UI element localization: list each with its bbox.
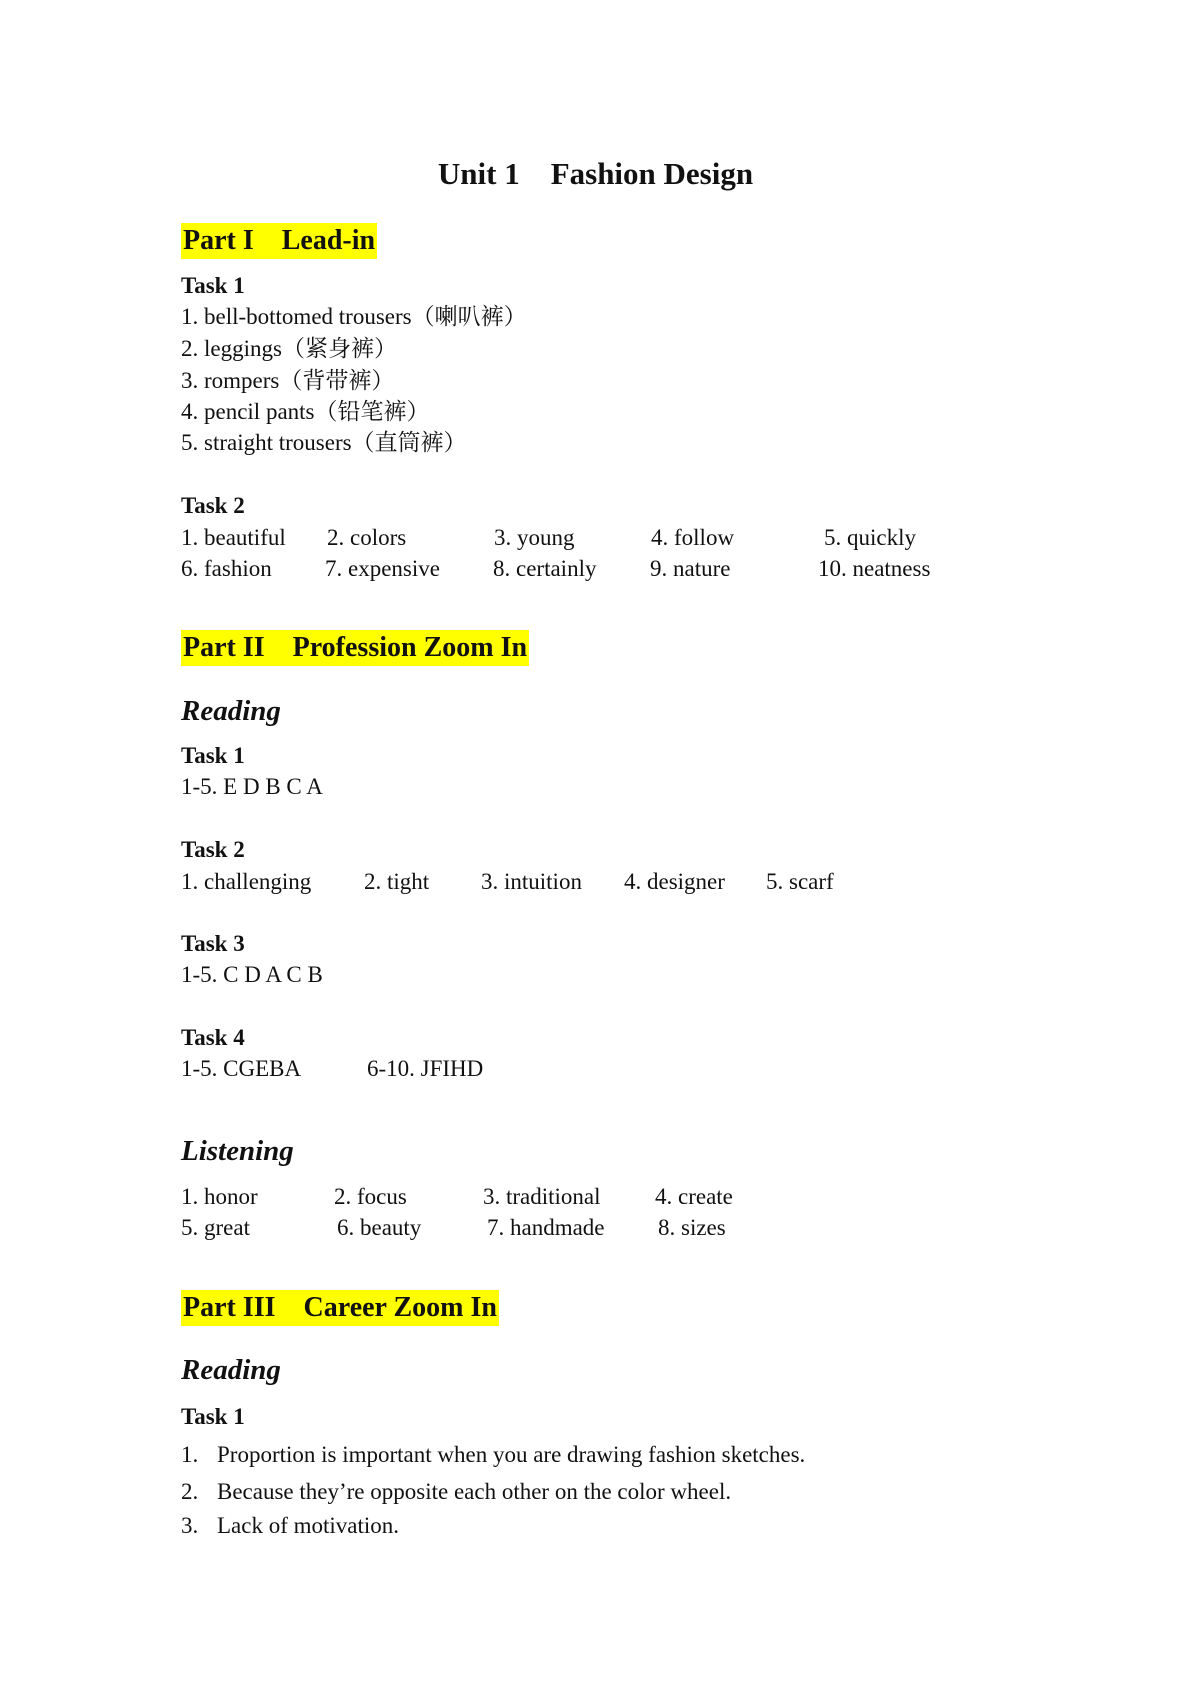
- part2-reading-task1-label: Task 1: [181, 743, 245, 768]
- part2-listening-cell: 4. create: [655, 1184, 733, 1209]
- part2-reading-task2-cell: 4. designer: [624, 869, 725, 894]
- part1-task2-cell: 1. beautiful: [181, 525, 286, 550]
- part2-reading-task2-cell: 1. challenging: [181, 869, 312, 894]
- part2-reading-task4-answer: 6-10. JFIHD: [367, 1056, 484, 1081]
- part1-task2-cell: 2. colors: [327, 525, 407, 550]
- part2-listening-heading: Listening: [181, 1135, 294, 1167]
- part1-task2-cell: 4. follow: [651, 525, 735, 550]
- part2-listening-cell: 5. great: [181, 1215, 250, 1240]
- part3-reading-heading: Reading: [181, 1354, 281, 1386]
- part2-reading-task2-cell: 5. scarf: [766, 869, 834, 894]
- part2-listening-cell: 6. beauty: [337, 1215, 422, 1240]
- part2-listening-cell: 3. traditional: [483, 1184, 601, 1209]
- part2-reading-task3-label: Task 3: [181, 931, 245, 956]
- part1-task1-label: Task 1: [181, 273, 245, 298]
- part1-task2-cell: 5. quickly: [824, 525, 916, 550]
- part2-reading-task4-answer: 1-5. CGEBA: [181, 1056, 302, 1081]
- part2-listening-cell: 8. sizes: [658, 1215, 726, 1240]
- part2-listening-cell: 7. handmade: [487, 1215, 605, 1240]
- part3-task1-item-text: Proportion is important when you are drawing fashion sketches.: [217, 1442, 806, 1467]
- part1-task2-cell: 3. young: [494, 525, 575, 550]
- part2-reading-task1-answer: 1-5. E D B C A: [181, 774, 323, 799]
- part1-task1-item: 4. pencil pants（铅笔裤）: [181, 399, 430, 424]
- part2-reading-task2-cell: 2. tight: [364, 869, 430, 894]
- part3-task1-item-number: 1.: [181, 1442, 199, 1467]
- part2-listening-cell: 1. honor: [181, 1184, 258, 1209]
- part3-heading: Part III Career Zoom In: [181, 1290, 499, 1326]
- part1-task1-item: 1. bell-bottomed trousers（喇叭裤）: [181, 304, 527, 329]
- part2-reading-task2-label: Task 2: [181, 837, 245, 862]
- part2-reading-heading: Reading: [181, 695, 281, 727]
- part1-task2-cell: 7. expensive: [325, 556, 440, 581]
- part3-task1-item-text: Lack of motivation.: [217, 1513, 400, 1538]
- part1-task2-cell: 8. certainly: [493, 556, 597, 581]
- part3-task1-item-text: Because they’re opposite each other on the color wheel.: [217, 1479, 732, 1504]
- part1-heading: Part I Lead-in: [181, 223, 377, 259]
- page-title: Unit 1 Fashion Design: [437, 156, 754, 191]
- part2-reading-task2-cell: 3. intuition: [481, 869, 582, 894]
- part1-task1-item: 2. leggings（紧身裤）: [181, 336, 397, 361]
- part3-reading-task1-label: Task 1: [181, 1404, 245, 1429]
- part2-heading: Part II Profession Zoom In: [181, 630, 529, 666]
- part2-reading-task4-label: Task 4: [181, 1025, 245, 1050]
- part1-task2-cell: 6. fashion: [181, 556, 272, 581]
- part3-task1-item-number: 2.: [181, 1479, 199, 1504]
- part1-task1-item: 3. rompers（背带裤）: [181, 368, 395, 393]
- part1-task2-label: Task 2: [181, 493, 245, 518]
- part2-listening-cell: 2. focus: [334, 1184, 407, 1209]
- part1-task2-cell: 10. neatness: [818, 556, 931, 581]
- part1-task2-cell: 9. nature: [650, 556, 731, 581]
- part1-task1-item: 5. straight trousers（直筒裤）: [181, 430, 467, 455]
- part2-reading-task3-answer: 1-5. C D A C B: [181, 962, 323, 987]
- part3-task1-item-number: 3.: [181, 1513, 199, 1538]
